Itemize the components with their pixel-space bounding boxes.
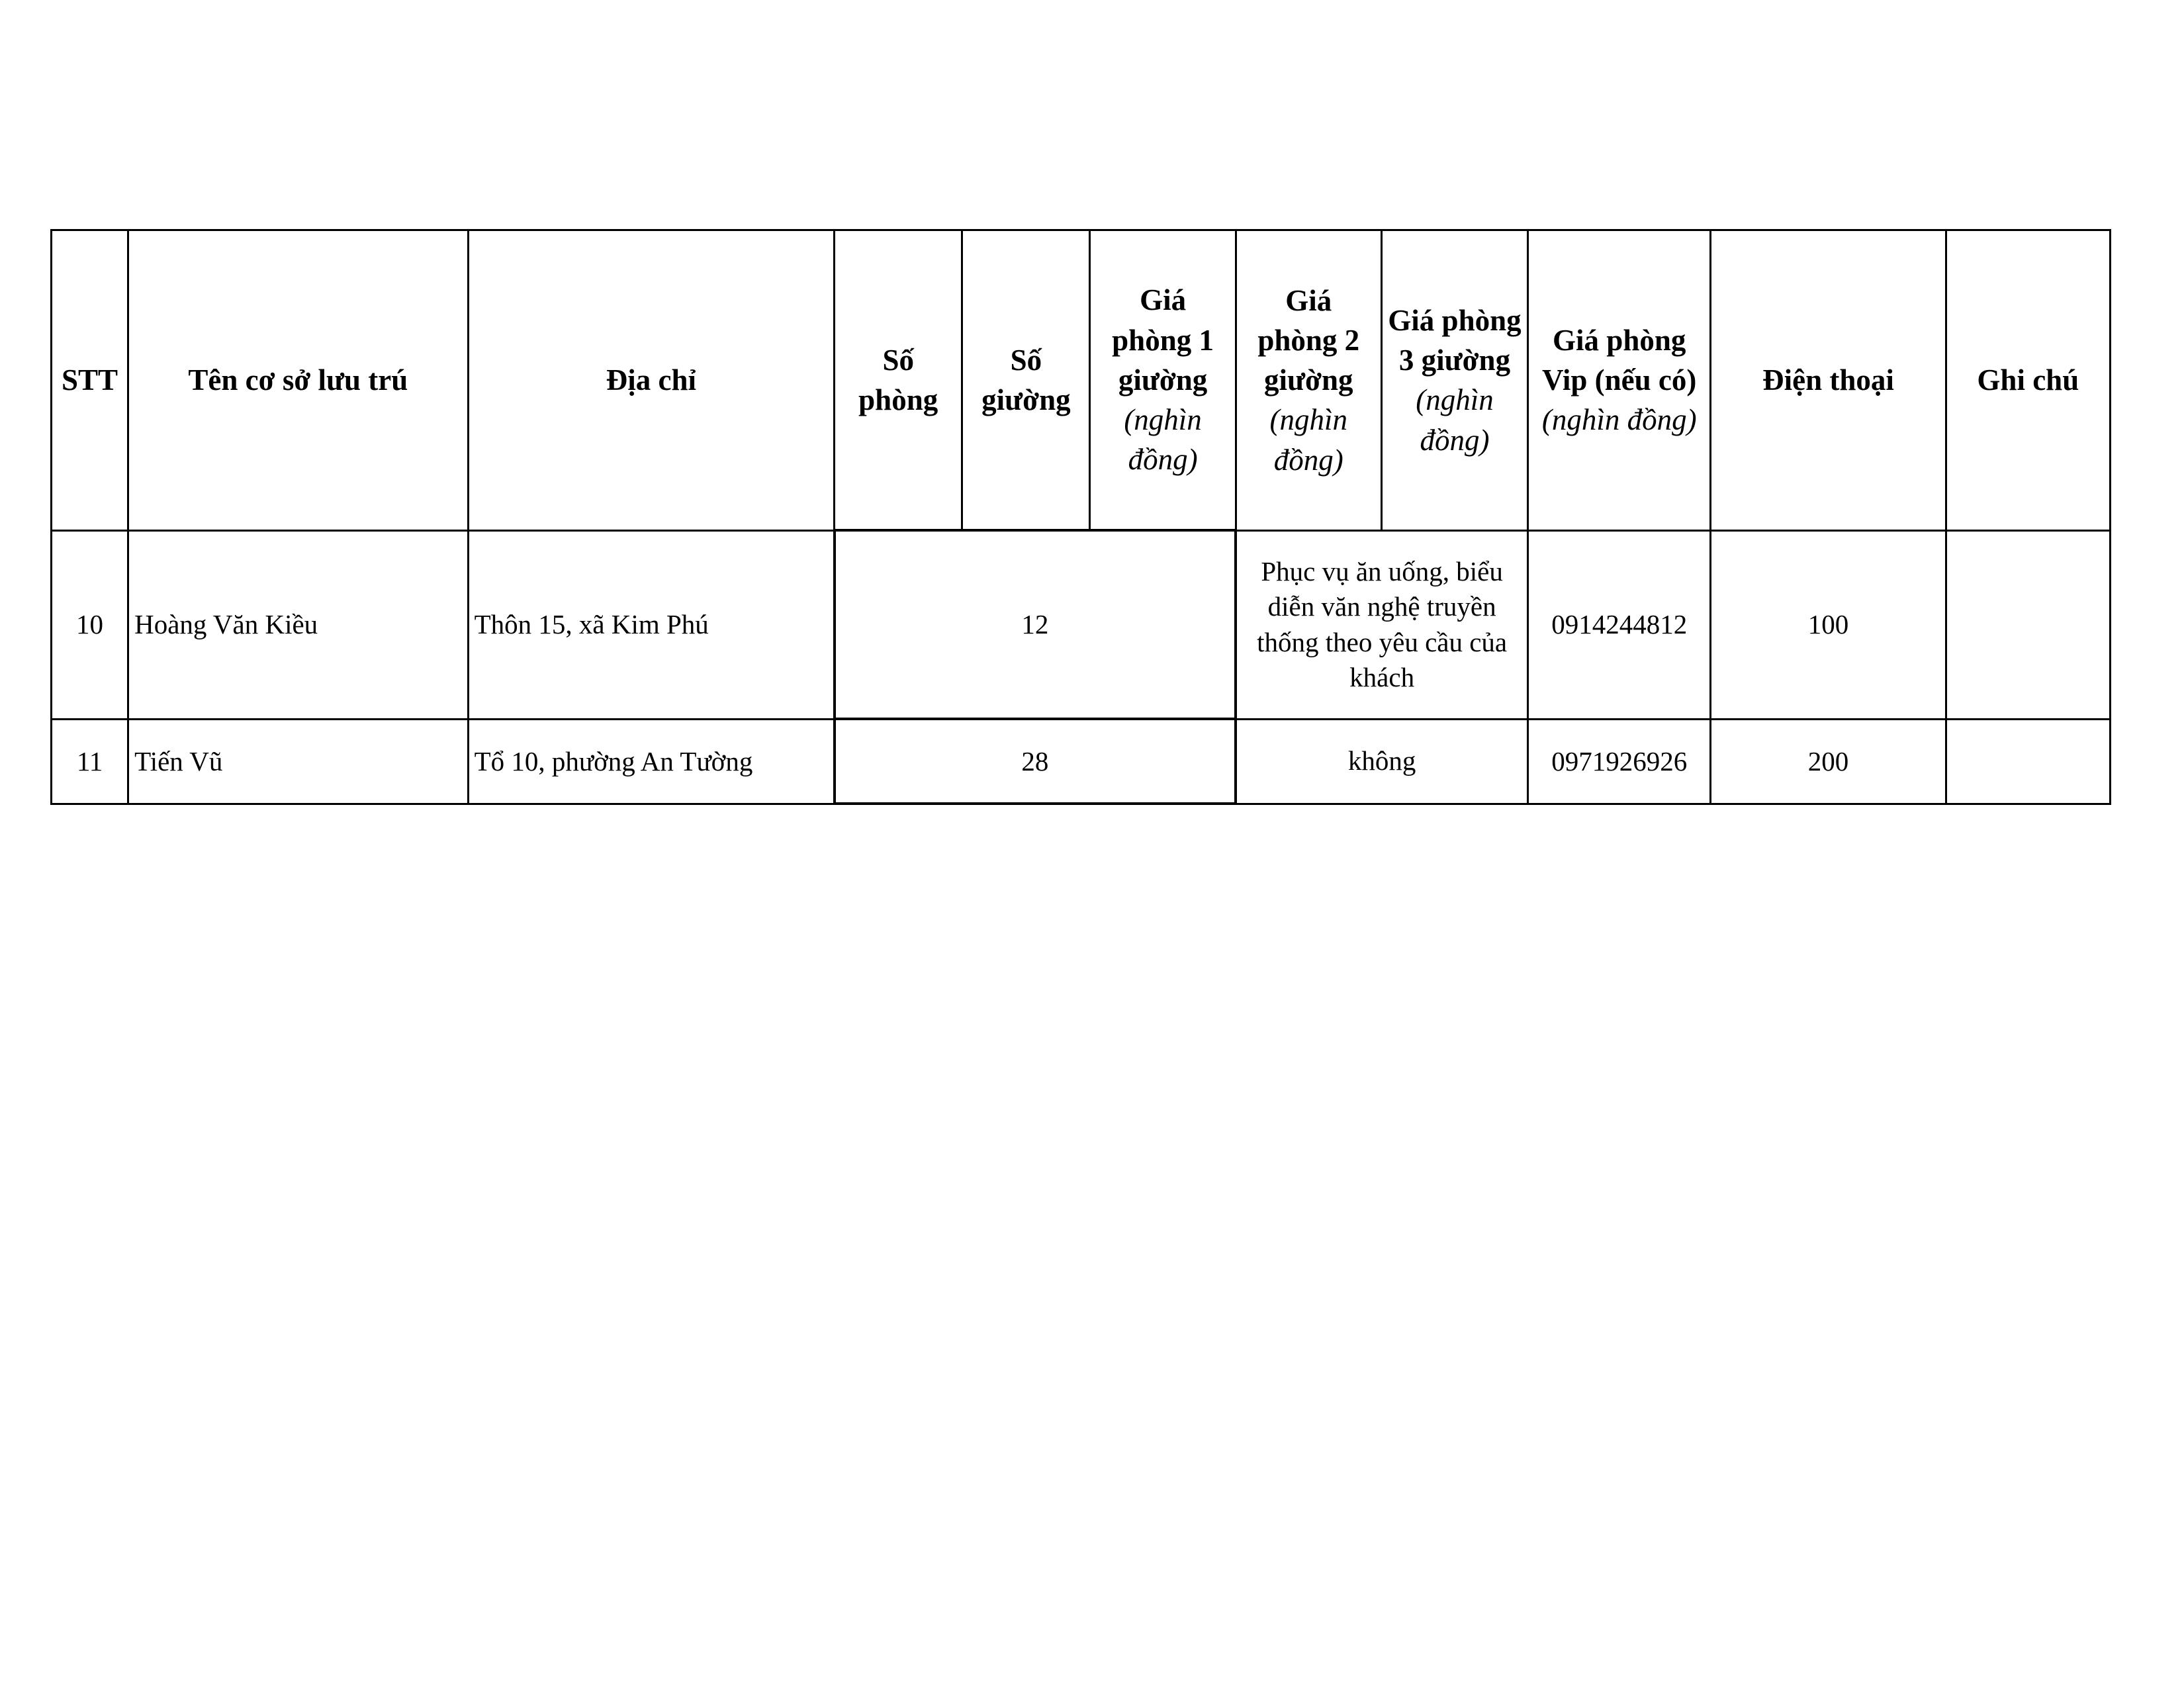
header-stt (52, 230, 128, 531)
cell-dien-thoai: 200 (1711, 719, 1946, 804)
header-price-2-bed-label: Giá phòng 2 giường (1257, 283, 1360, 397)
header-rooms (835, 230, 962, 531)
cell-note (1946, 719, 2110, 804)
header-price-3-bed (1381, 230, 1527, 531)
cell-name: Tiến Vũ (128, 719, 468, 804)
header-beds-label: Số giường (981, 343, 1071, 416)
header-row (52, 230, 2111, 531)
cell-stt: 10 (52, 530, 128, 719)
header-price-3-bed-unit: (nghìn đồng) (1416, 383, 1494, 457)
header-price-1-bed (1090, 230, 1236, 531)
cell-rooms-beds: 12 (835, 530, 1236, 719)
header-rooms-label: Số phòng (858, 343, 938, 416)
cell-service: không (1236, 719, 1527, 804)
header-price-vip-label: Giá phòng Vip (nếu có) (1542, 323, 1697, 397)
table-row (52, 530, 2111, 719)
header-price-1-bed-label: Giá phòng 1 giường (1112, 283, 1214, 397)
header-note-label: Ghi chú (1977, 363, 2079, 397)
header-price-vip (1528, 230, 1711, 531)
header-name (128, 230, 468, 531)
cell-note (1946, 530, 2110, 719)
cell-phone: 0914244812 (1528, 530, 1711, 719)
header-price-2-bed (1236, 230, 1381, 531)
table-row (52, 719, 2111, 804)
header-note (1946, 230, 2110, 531)
header-name-label: Tên cơ sở lưu trú (188, 363, 408, 397)
cell-phone: 0971926926 (1528, 719, 1711, 804)
cell-dien-thoai: 100 (1711, 530, 1946, 719)
cell-rooms-beds: 28 (835, 719, 1236, 804)
header-price-1-bed-unit: (nghìn đồng) (1124, 403, 1202, 477)
header-price-vip-unit: (nghìn đồng) (1541, 403, 1697, 437)
accommodation-table (50, 229, 2111, 805)
cell-address: Thôn 15, xã Kim Phú (468, 530, 835, 719)
header-address-label: Địa chỉ (606, 363, 696, 397)
header-stt-label: STT (62, 363, 118, 397)
header-address (468, 230, 835, 531)
header-price-3-bed-label: Giá phòng 3 giường (1388, 303, 1522, 377)
cell-name: Hoàng Văn Kiều (128, 530, 468, 719)
cell-address: Tổ 10, phường An Tường (468, 719, 835, 804)
header-phone (1711, 230, 1946, 531)
cell-stt: 11 (52, 719, 128, 804)
header-price-2-bed-unit: (nghìn đồng) (1269, 403, 1348, 477)
header-phone-label: Điện thoại (1762, 363, 1894, 397)
accommodation-table-wrapper (50, 229, 2111, 805)
cell-service: Phục vụ ăn uống, biểu diễn văn nghệ truyền thống theo yêu cầu của khách (1236, 530, 1527, 719)
header-beds (962, 230, 1090, 531)
